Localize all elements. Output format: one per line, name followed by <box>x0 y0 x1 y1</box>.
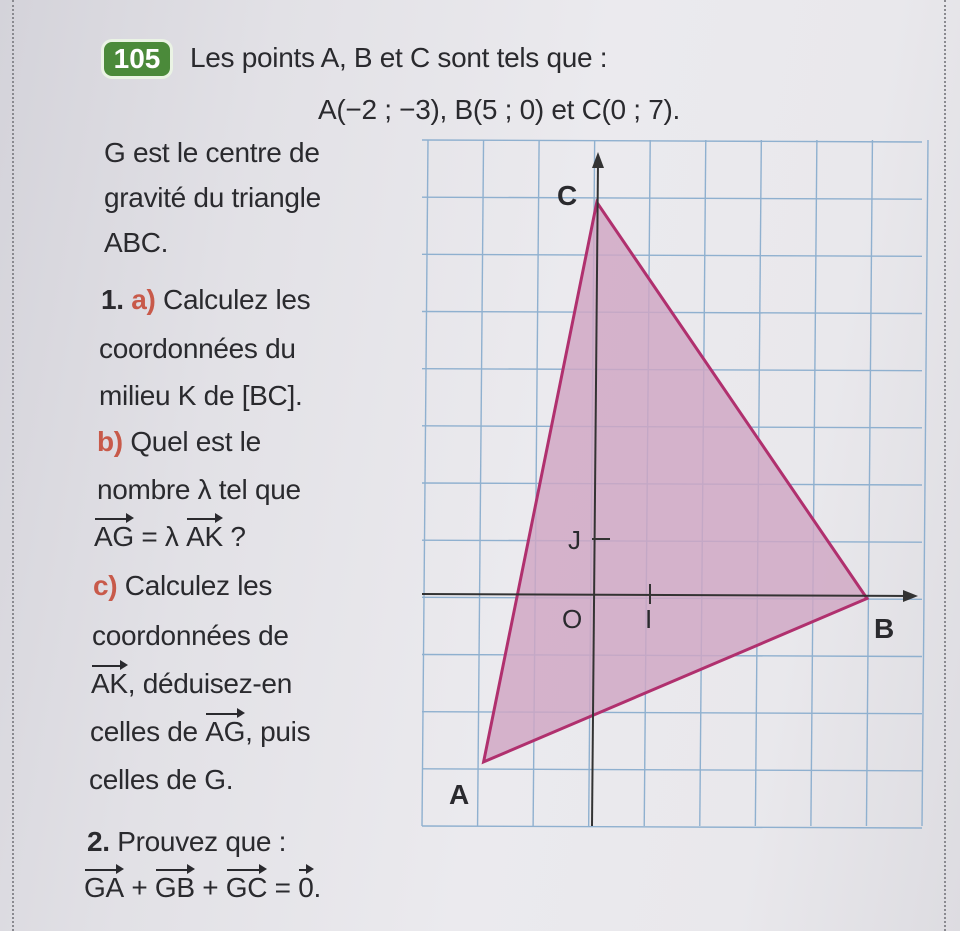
statement-line-2: gravité du triangle <box>104 182 321 213</box>
grid-line-v <box>922 140 928 826</box>
question-1b-line-2: nombre λ tel que <box>97 474 301 505</box>
label-A: A <box>449 779 470 810</box>
question-2-text: Prouvez que : <box>117 826 287 857</box>
label-B: B <box>874 613 895 644</box>
label-O: O <box>562 604 583 634</box>
label-I: I <box>645 604 653 634</box>
grid-line-h <box>422 197 922 199</box>
question-1a-line-3: milieu K de [BC]. <box>99 380 303 411</box>
grid-line-h <box>422 769 922 771</box>
puis-text: , puis <box>245 716 311 747</box>
vector-GB: GB <box>154 872 195 903</box>
question-1a-text-1: Calculez les <box>163 284 311 315</box>
equals-lambda: = λ <box>141 521 179 552</box>
plus-1: + <box>131 872 148 903</box>
equals: = <box>274 872 291 903</box>
coordinates-line: A(−2 ; −3), B(5 ; 0) et C(0 ; 7). <box>318 94 681 125</box>
grid-line-v <box>866 140 872 826</box>
question-1c-line-5: celles de G. <box>89 764 234 795</box>
celles-de-text: celles de <box>90 716 206 747</box>
final-period: . <box>313 872 321 903</box>
grid-line-v <box>811 140 817 826</box>
question-1b-letter: b) <box>97 426 123 457</box>
plus-2: + <box>202 872 219 903</box>
grid-line-h <box>422 254 922 256</box>
question-1b-text-1: Quel est le <box>130 426 261 457</box>
zero-vector: 0 <box>298 872 314 903</box>
vector-AG: AG <box>94 521 134 552</box>
question-1c-line-2: coordonnées de <box>92 620 289 651</box>
question-mark: ? <box>230 521 246 552</box>
grid-line-h <box>422 140 922 142</box>
triangle-ABC <box>484 202 867 762</box>
question-1-number: 1. <box>101 284 124 315</box>
question-1a-line-2: coordonnées du <box>99 333 296 364</box>
vector-GA: GA <box>84 872 124 903</box>
vector-AG-2: AG <box>205 716 246 747</box>
x-axis-arrow <box>903 590 918 602</box>
question-1c-text-1: Calculez les <box>124 570 273 601</box>
label-J: J <box>568 525 581 555</box>
vector-AK-2: AK <box>91 668 128 699</box>
label-C: C <box>557 180 578 211</box>
grid-line-h <box>422 826 922 828</box>
question-2-number: 2. <box>87 826 110 857</box>
deduisez-text: , déduisez-en <box>127 668 292 699</box>
exercise-number-badge: 105 <box>104 42 170 76</box>
question-1a-letter: a) <box>131 284 156 315</box>
question-1c-letter: c) <box>93 570 118 601</box>
vector-AK: AK <box>186 521 223 552</box>
statement-line-1: G est le centre de <box>104 137 320 168</box>
vector-GC: GC <box>225 872 268 903</box>
statement-line-3: ABC. <box>104 227 169 258</box>
intro-text: Les points A, B et C sont tels que : <box>190 42 608 73</box>
